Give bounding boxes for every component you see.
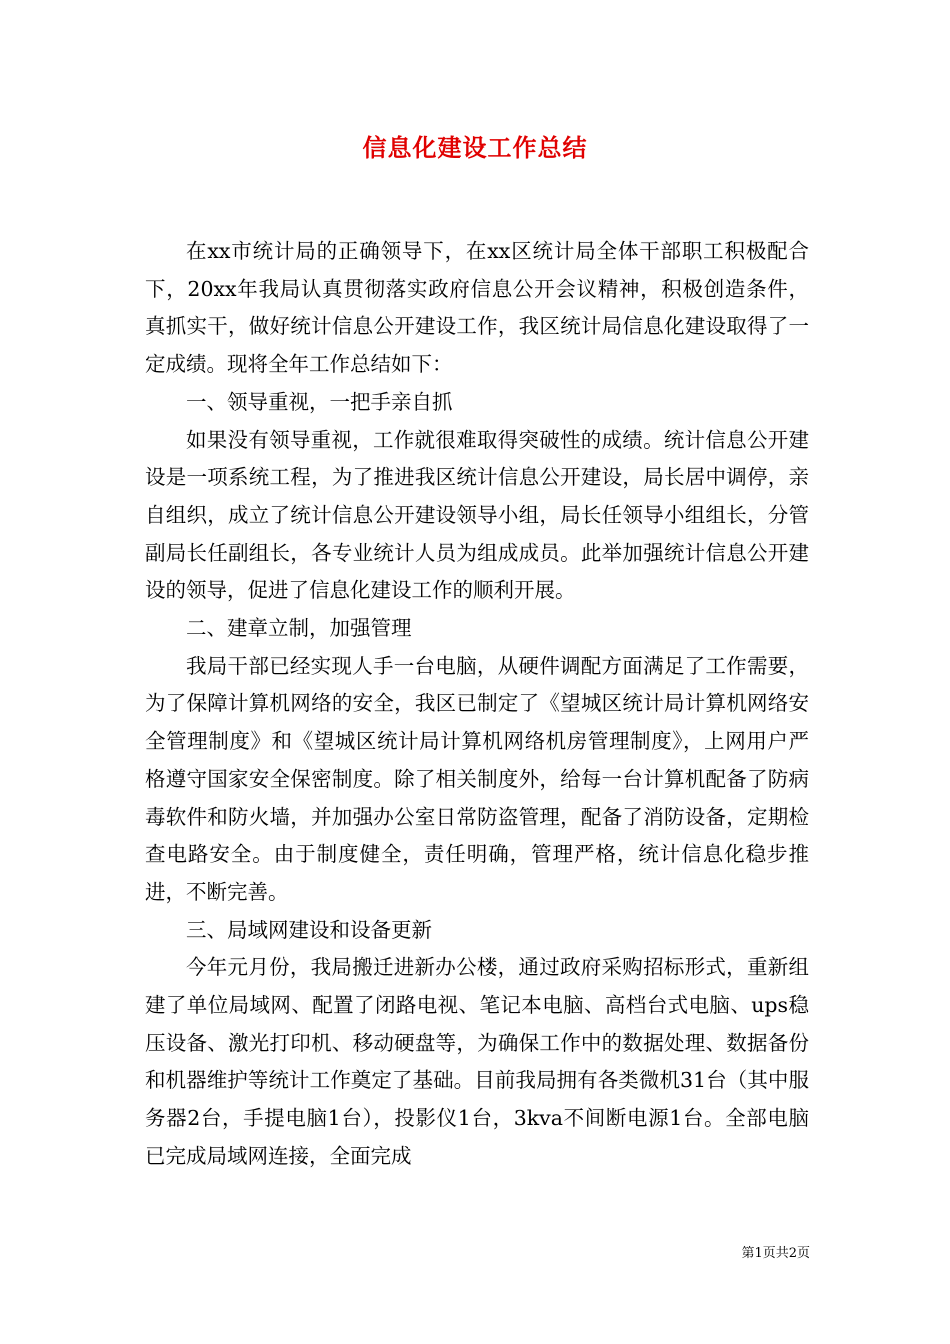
- section-heading-3: 三、局域网建设和设备更新: [186, 917, 432, 942]
- document-title: 信息化建设工作总结: [362, 133, 588, 162]
- paragraph-section-3: 今年元月份，我局搬迁进新办公楼，通过政府采购招标形式，重新组建了单位局域网、配置了闭路电视、笔记本电脑、高档台式电脑、ups稳压设备、激光打印机、移动硬盘等，为确保工作中的数据处理、数据备份和机器维护等统计工作奠定了基础。目前我局拥有各类微机31台（其中服务器2台，手提电脑1台），投影仪1台，3kva不间断电源1台。全部电脑已完成局域网连接，全面完成: [145, 955, 809, 1168]
- document-body: [145, 233, 809, 1176]
- paragraph-intro: 在xx市统计局的正确领导下，在xx区统计局全体干部职工积极配合下，20xx年我局认真贯彻落实政府信息公开会议精神，积极创造条件，真抓实干，做好统计信息公开建设工作，我区统计局信息化建设取得了一定成绩。现将全年工作总结如下：: [145, 239, 809, 377]
- paragraph-section-1: 如果没有领导重视，工作就很难取得突破性的成绩。统计信息公开建设是一项系统工程，为了推进我区统计信息公开建设，局长居中调停，亲自组织，成立了统计信息公开建设领导小组，局长任领导小组组长，分管副局长任副组长，各专业统计人员为组成成员。此举加强统计信息公开建设的领导，促进了信息化建设工作的顺利开展。: [145, 427, 809, 603]
- paragraph-section-2: 我局干部已经实现人手一台电脑，从硬件调配方面满足了工作需要，为了保障计算机网络的安全，我区已制定了《望城区统计局计算机网络安全管理制度》和《望城区统计局计算机网络机房管理制度》，上网用户严格遵守国家安全保密制度。除了相关制度外，给每一台计算机配备了防病毒软件和防火墙，并加强办公室日常防盗管理，配备了消防设备，定期检查电路安全。由于制度健全，责任明确，管理严格，统计信息化稳步推进，不断完善。: [145, 653, 809, 904]
- page-number-footer: 第1页共2页: [741, 1246, 810, 1261]
- section-heading-2: 二、建章立制，加强管理: [186, 616, 412, 641]
- section-heading-1: 一、领导重视，一把手亲自抓: [186, 389, 453, 414]
